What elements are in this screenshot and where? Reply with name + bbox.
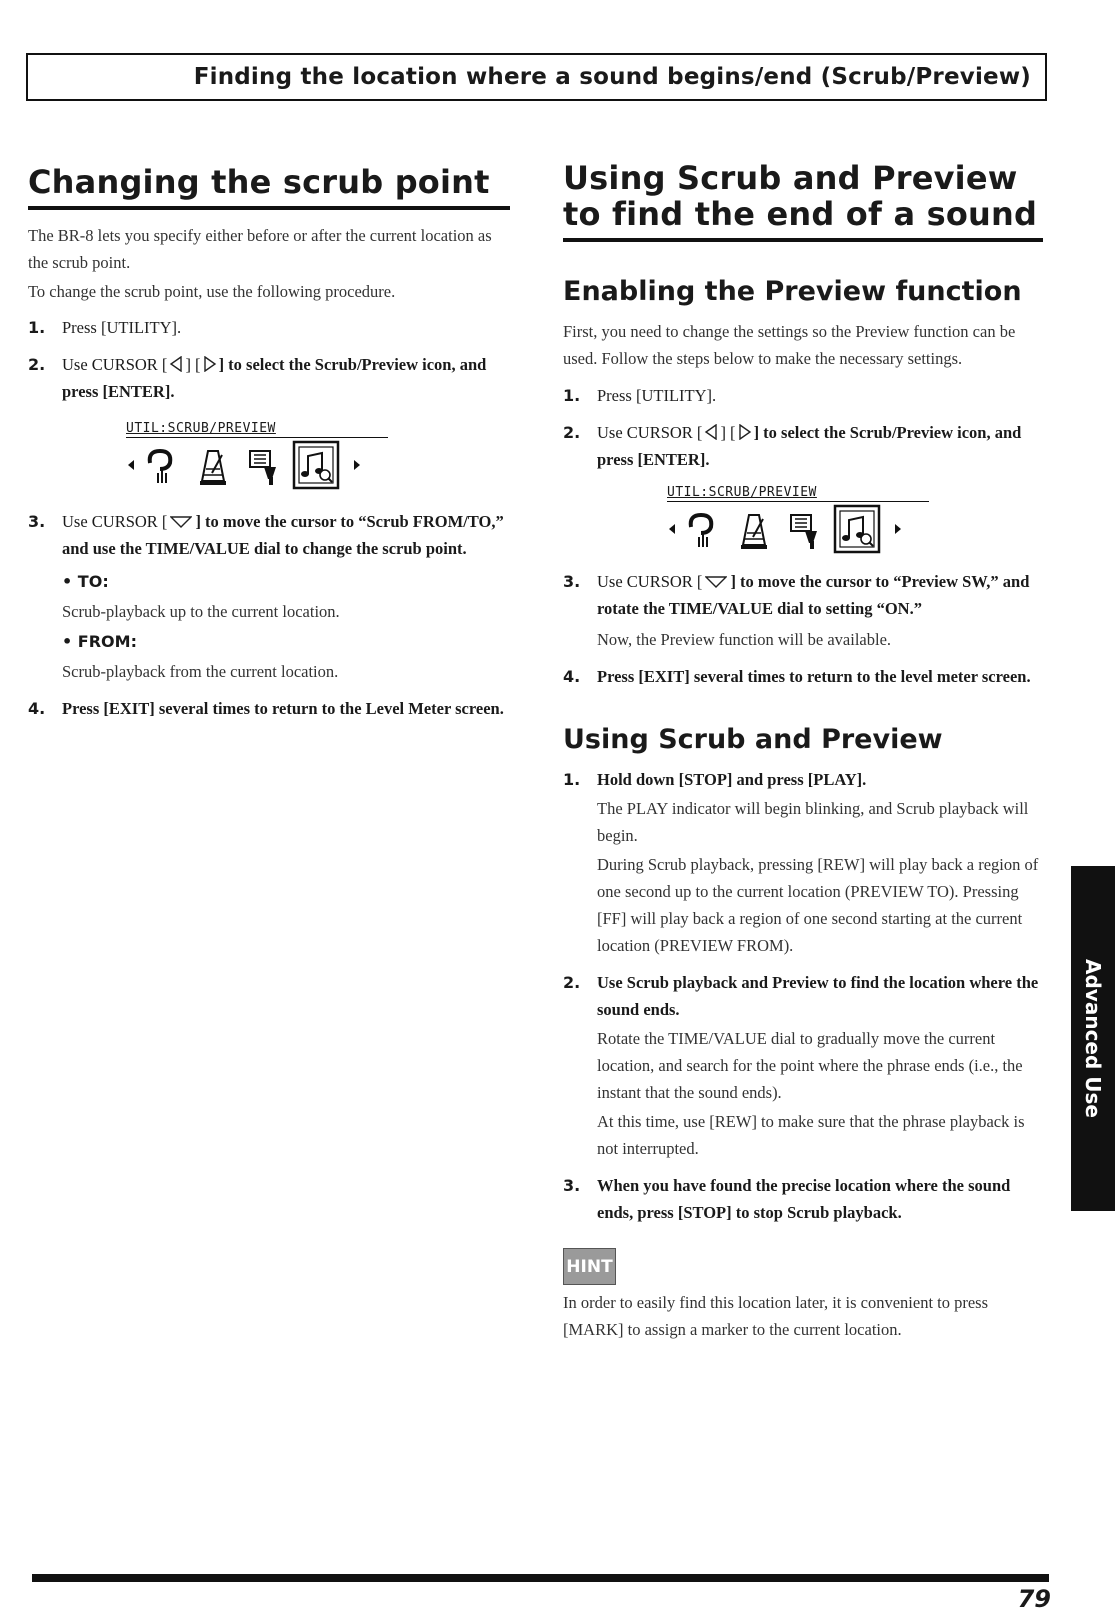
- arrow-left-icon: [667, 522, 677, 536]
- enable-intro: First, you need to change the settings so the Preview function can be used. Follow the steps below to make the necessary settings.: [563, 322, 1016, 368]
- page-number: 79: [1017, 1585, 1051, 1613]
- step-3: [563, 568, 1043, 622]
- step-text: Press [EXIT] several times to return to the level meter screen.: [597, 667, 1031, 686]
- step-text: Press [UTILITY].: [62, 318, 182, 337]
- step-detail: During Scrub playback, pressing [REW] will play back a region of one second up to the current location (PREVIEW TO). Pressing [FF] will play back a region of one second starting at the current location (PREVIEW FROM).: [597, 855, 1039, 955]
- arrow-right-icon: [352, 458, 362, 472]
- midi-icon: [785, 507, 825, 551]
- step-text-part: Use CURSOR [: [62, 512, 168, 531]
- step-number: 1.: [563, 770, 581, 789]
- hint-badge: HINT: [563, 1248, 616, 1285]
- step-text-part: ] [: [185, 355, 201, 374]
- left-column: [28, 160, 510, 722]
- step-text: Use Scrub playback and Preview to find the location where the sound ends.: [597, 973, 1039, 1019]
- step-detail: Rotate the TIME/VALUE dial to gradually move the current location, and search for the point where the phrase ends (i.e., the instant that the sound ends).: [597, 1029, 1023, 1102]
- section-heading-find-end: Using Scrub and Preview to find the end of a sound: [563, 160, 1043, 242]
- lcd-title: UTIL:SCRUB/PREVIEW: [667, 485, 929, 502]
- section-heading-scrub-point: Changing the scrub point: [28, 164, 510, 210]
- step-4: [563, 663, 1043, 690]
- step-number: 4.: [28, 699, 46, 718]
- step-2: [563, 419, 1043, 473]
- step-1: [563, 382, 1043, 409]
- option-label-from: • FROM:: [62, 632, 137, 651]
- tuning-fork-icon: [681, 507, 721, 551]
- lcd-display: [667, 485, 929, 556]
- step-number: 3.: [28, 512, 46, 531]
- running-header: [26, 53, 1047, 101]
- step-text-part: ] [: [720, 423, 736, 442]
- step-number: 3.: [563, 1176, 581, 1195]
- hint-text: In order to easily find this location later, it is convenient to press [MARK] to assign a marker to the current location.: [563, 1293, 989, 1339]
- step-text-part: ] to select the Scrub/Preview icon, and press [ENTER].: [597, 423, 1022, 469]
- step-number: 2.: [563, 423, 581, 442]
- arrow-right-icon: [893, 522, 903, 536]
- option-list: [28, 568, 510, 685]
- step-detail: At this time, use [REW] to make sure that the phrase playback is not interrupted.: [597, 1112, 1025, 1158]
- lcd-icon-row: [667, 502, 929, 556]
- running-header-title: Finding the location where a sound begins/end (Scrub/Preview): [193, 64, 1031, 90]
- step-text: [597, 419, 1043, 473]
- cursor-right-icon: [738, 424, 752, 440]
- lcd-icon-row: [126, 438, 388, 492]
- option-label-to: • TO:: [62, 572, 109, 591]
- step-text-part: ] to move the cursor to “Scrub FROM/TO,” and use the TIME/VALUE dial to change the scrub point.: [62, 512, 504, 558]
- footer-rule: [32, 1574, 1049, 1582]
- step-number: 2.: [563, 973, 581, 992]
- step-1: [563, 766, 1043, 793]
- step-text-part: Use CURSOR [: [597, 423, 703, 442]
- step-text-part: Use CURSOR [: [62, 355, 168, 374]
- step-text: When you have found the precise location where the sound ends, press [STOP] to stop Scrub playback.: [597, 1176, 1011, 1222]
- subheading-using-scrub-preview: Using Scrub and Preview: [563, 724, 943, 755]
- step-text-part: ] to move the cursor to “Preview SW,” and rotate the TIME/VALUE dial to setting “ON.”: [597, 572, 1030, 618]
- right-column: [563, 160, 1043, 1343]
- cursor-left-icon: [704, 424, 718, 440]
- subheading-enable-preview: Enabling the Preview function: [563, 276, 1022, 307]
- hint-box: [563, 1248, 1043, 1343]
- metronome-icon: [735, 507, 771, 551]
- intro-paragraph: To change the scrub point, use the following procedure.: [28, 282, 396, 301]
- metronome-icon: [194, 443, 230, 487]
- step-2: [563, 969, 1043, 1023]
- step-text: [62, 508, 510, 562]
- scrub-preview-icon: [292, 440, 340, 490]
- intro-paragraph: The BR-8 lets you specify either before or after the current location as the scrub point.: [28, 226, 492, 272]
- step-3: [563, 1172, 1043, 1226]
- step-text-part: ] to select the Scrub/Preview icon, and press [ENTER].: [62, 355, 487, 401]
- step-text: Press [UTILITY].: [597, 386, 717, 405]
- lcd-display: [126, 421, 388, 492]
- option-desc-from: Scrub-playback from the current location.: [62, 662, 339, 681]
- step-detail: The PLAY indicator will begin blinking, and Scrub playback will begin.: [597, 799, 1029, 845]
- step-number: 2.: [28, 355, 46, 374]
- step-text: [62, 351, 510, 405]
- arrow-left-icon: [126, 458, 136, 472]
- step-3-note: Now, the Preview function will be available.: [597, 630, 892, 649]
- step-number: 1.: [28, 318, 46, 337]
- lcd-title: UTIL:SCRUB/PREVIEW: [126, 421, 388, 438]
- midi-icon: [244, 443, 284, 487]
- scrub-preview-icon: [833, 504, 881, 554]
- tuning-fork-icon: [140, 443, 180, 487]
- step-3: [28, 508, 510, 562]
- step-1: [28, 314, 510, 341]
- step-2: [28, 351, 510, 405]
- step-text: Hold down [STOP] and press [PLAY].: [597, 770, 867, 789]
- step-4: [28, 695, 510, 722]
- step-text: Press [EXIT] several times to return to the Level Meter screen.: [62, 699, 504, 718]
- cursor-down-icon: [170, 516, 192, 528]
- section-side-tab: [1071, 866, 1115, 1211]
- step-text: [597, 568, 1043, 622]
- step-number: 4.: [563, 667, 581, 686]
- option-desc-to: Scrub-playback up to the current location.: [62, 602, 340, 621]
- step-number: 1.: [563, 386, 581, 405]
- step-text-part: Use CURSOR [: [597, 572, 703, 591]
- cursor-left-icon: [169, 356, 183, 372]
- step-number: 3.: [563, 572, 581, 591]
- cursor-right-icon: [203, 356, 217, 372]
- side-tab-label: Advanced Use: [1081, 959, 1105, 1118]
- cursor-down-icon: [705, 576, 727, 588]
